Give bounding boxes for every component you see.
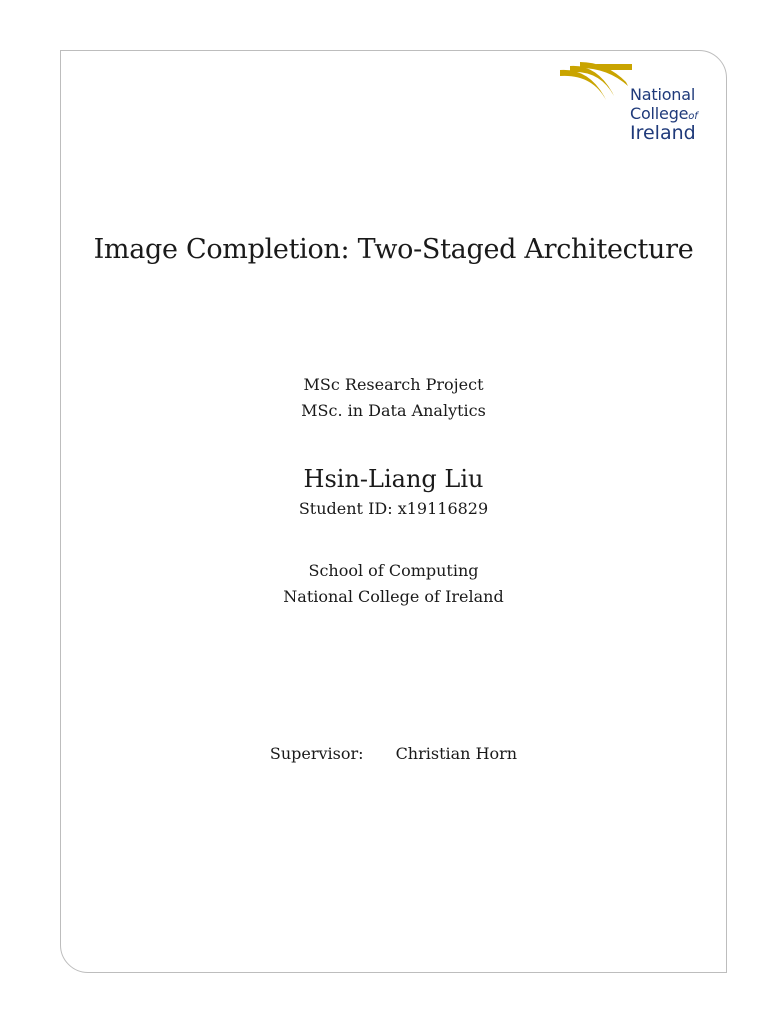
programme-name: MSc. in Data Analytics <box>301 401 486 420</box>
logo-text-college: College <box>630 104 689 123</box>
school-name: School of Computing <box>308 561 479 580</box>
project-type: MSc Research Project <box>303 375 484 394</box>
school-info <box>60 558 727 610</box>
logo-text-national: National <box>630 85 696 104</box>
supervisor-name: Christian Horn <box>395 744 518 763</box>
logo-text-ireland: Ireland <box>630 122 696 144</box>
logo-swoosh-icon <box>560 62 640 107</box>
college-name: National College of Ireland <box>283 587 504 606</box>
student-id: Student ID: x19116829 <box>298 499 489 518</box>
author-name: Hsin-Liang Liu <box>303 465 484 493</box>
thesis-title: Image Completion: Two-Staged Architecture <box>93 234 694 265</box>
supervisor-info <box>60 744 727 763</box>
supervisor-label: Supervisor: <box>269 744 364 763</box>
author-info <box>60 462 727 522</box>
college-logo <box>560 62 720 152</box>
project-info <box>60 372 727 424</box>
logo-text-of: of <box>688 111 698 122</box>
